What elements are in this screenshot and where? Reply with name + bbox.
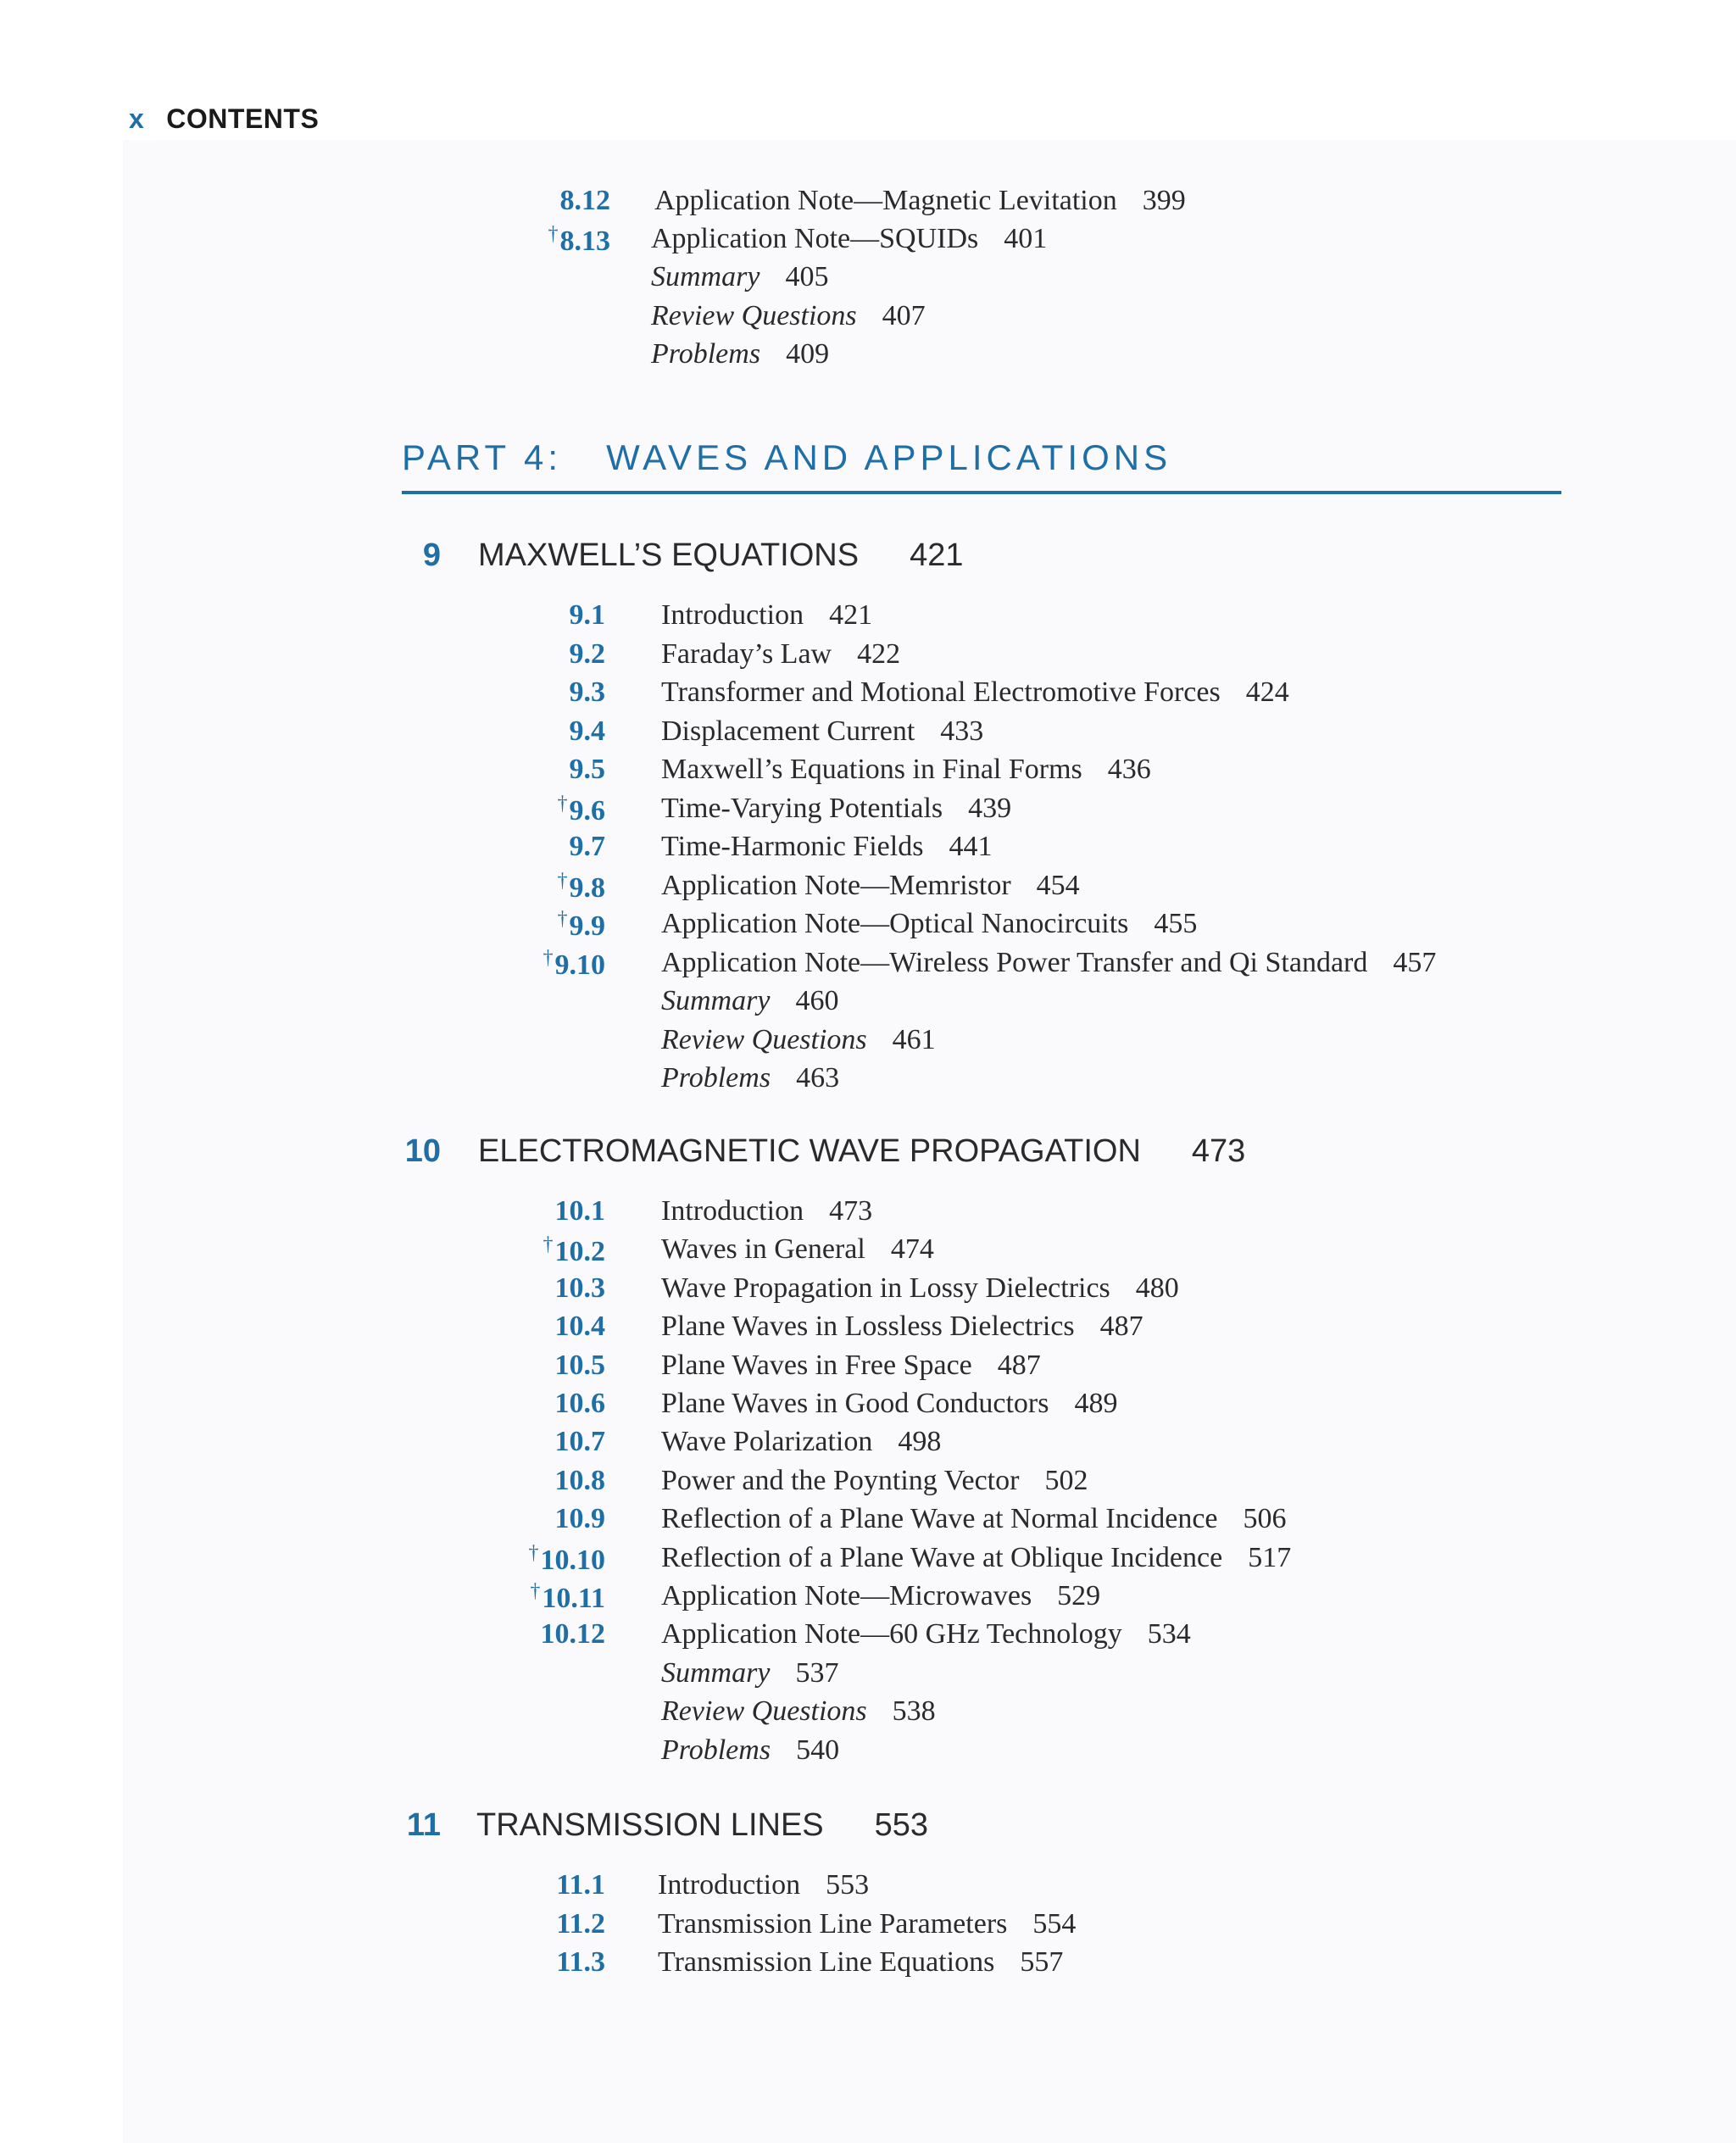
section-number: 10.7 (554, 1426, 605, 1458)
toc-review-questions[interactable]: Review Questions 538 (661, 1695, 936, 1728)
section-title: Introduction 553 (658, 1869, 870, 1901)
running-head (129, 103, 319, 135)
chapter-page: 473 (1191, 1133, 1246, 1169)
section-number: 10.3 (554, 1272, 605, 1304)
section-number: 10.5 (554, 1349, 605, 1381)
toc-problems[interactable]: Problems 409 (651, 338, 830, 370)
section-page: 421 (829, 599, 873, 631)
section-page: 441 (949, 831, 993, 862)
section-page: 529 (1057, 1580, 1101, 1611)
chapter-title: TRANSMISSION LINES 553 (476, 1807, 929, 1843)
section-title: Waves in General 474 (661, 1233, 934, 1266)
dagger-mark: † (542, 1233, 554, 1256)
dagger-mark: † (528, 1541, 539, 1564)
section-number: 10.12 (540, 1618, 605, 1650)
chapter-title: ELECTROMAGNETIC WAVE PROPAGATION 473 (478, 1133, 1246, 1169)
section-number: †10.11 (530, 1580, 605, 1614)
toc-problems[interactable]: Problems 463 (661, 1062, 840, 1094)
section-number: 9.1 (569, 599, 605, 631)
section-page: 457 (1393, 946, 1437, 978)
section-number: 11.3 (556, 1946, 605, 1978)
section-title: Displacement Current 433 (661, 715, 984, 747)
dagger-mark: † (548, 223, 559, 245)
section-page: 473 (829, 1195, 873, 1227)
dagger-mark: † (557, 908, 568, 930)
toc-review-questions[interactable]: Review Questions 407 (651, 300, 926, 331)
dagger-mark: † (557, 869, 568, 892)
section-page: 554 (1032, 1907, 1077, 1940)
section-number: 9.4 (569, 715, 605, 747)
toc-summary[interactable]: Summary 460 (661, 985, 839, 1016)
section-page: 424 (1245, 676, 1289, 708)
page-folio: x (129, 103, 145, 134)
section-page: 401 (1004, 223, 1048, 254)
chapter-number: 10 (404, 1133, 441, 1169)
section-page: 502 (1044, 1464, 1088, 1496)
dagger-mark: † (530, 1580, 541, 1602)
chapter-title: MAXWELL’S EQUATIONS 421 (478, 537, 964, 573)
section-number: 9.2 (569, 637, 605, 670)
section-page: 506 (1243, 1503, 1287, 1535)
section-number: 10.1 (554, 1195, 605, 1227)
section-title: Application Note—Optical Nanocircuits 455 (661, 908, 1198, 939)
section-title: Application Note—Wireless Power Transfer and Qi Standard 457 (661, 946, 1437, 978)
section-number: 10.8 (554, 1464, 605, 1496)
section-number: 8.12 (559, 185, 610, 216)
chapter-number: 9 (422, 537, 441, 573)
section-title: Plane Waves in Good Conductors 489 (661, 1388, 1118, 1419)
section-page: 480 (1135, 1272, 1179, 1304)
part-title: WAVES AND APPLICATIONS (606, 437, 1172, 477)
section-title: Introduction 421 (661, 599, 873, 631)
dagger-mark: † (542, 946, 554, 969)
section-page: 487 (1099, 1311, 1143, 1343)
section-title: Transformer and Motional Electromotive Forces 424 (661, 676, 1289, 708)
toc-problems[interactable]: Problems 540 (661, 1734, 840, 1766)
section-page: 517 (1248, 1541, 1292, 1573)
section-page: 399 (1142, 185, 1186, 216)
section-number: 11.1 (556, 1869, 605, 1901)
section-number: †9.6 (557, 792, 605, 827)
section-number: †10.2 (542, 1233, 605, 1268)
section-title: Faraday’s Law 422 (661, 637, 901, 670)
section-number: 9.3 (569, 676, 605, 708)
section-title: Maxwell’s Equations in Final Forms 436 (661, 754, 1151, 785)
section-title: Reflection of a Plane Wave at Oblique Incidence 517 (661, 1541, 1292, 1573)
section-page: 498 (898, 1426, 942, 1458)
section-page: 487 (997, 1349, 1041, 1381)
chapter-page: 421 (910, 537, 964, 573)
section-title: Plane Waves in Free Space 487 (661, 1349, 1041, 1381)
section-title: Transmission Line Parameters 554 (658, 1907, 1077, 1940)
section-title: Power and the Poynting Vector 502 (661, 1464, 1088, 1496)
section-number: 9.5 (569, 754, 605, 785)
section-page: 436 (1107, 754, 1151, 785)
section-number: †9.9 (557, 908, 605, 942)
section-number: 10.9 (554, 1503, 605, 1535)
running-head-label: CONTENTS (166, 103, 320, 134)
section-title: Wave Polarization 498 (661, 1426, 942, 1458)
section-title: Application Note—Microwaves 529 (661, 1580, 1101, 1611)
section-page: 439 (968, 792, 1012, 824)
section-title: Transmission Line Equations 557 (658, 1946, 1064, 1978)
toc-summary[interactable]: Summary 405 (651, 261, 829, 292)
chapter-number: 11 (406, 1807, 441, 1843)
section-title: Application Note—Magnetic Levitation 399 (654, 185, 1186, 216)
section-page: 474 (890, 1233, 934, 1266)
section-page: 422 (857, 637, 901, 670)
section-page: 553 (826, 1869, 870, 1901)
section-title: Reflection of a Plane Wave at Normal Incidence 506 (661, 1503, 1287, 1535)
section-page: 433 (940, 715, 984, 747)
section-title: Plane Waves in Lossless Dielectrics 487 (661, 1311, 1143, 1343)
dagger-mark: † (557, 792, 568, 815)
section-title: Time-Harmonic Fields 441 (661, 831, 993, 862)
section-number: 10.6 (554, 1388, 605, 1419)
section-number: 9.7 (569, 831, 605, 862)
section-page: 454 (1036, 869, 1080, 901)
section-page: 489 (1074, 1388, 1118, 1419)
part-heading (402, 437, 1171, 478)
part-label: PART 4: (402, 437, 563, 477)
section-title: Wave Propagation in Lossy Dielectrics 480 (661, 1272, 1179, 1304)
section-title: Application Note—SQUIDs 401 (651, 223, 1048, 254)
toc-summary[interactable]: Summary 537 (661, 1656, 839, 1689)
chapter-page: 553 (874, 1807, 929, 1843)
section-page: 557 (1020, 1946, 1064, 1978)
section-title: Application Note—Memristor 454 (661, 869, 1080, 901)
section-number: 10.4 (554, 1311, 605, 1343)
section-number: †10.10 (528, 1541, 605, 1576)
toc-review-questions[interactable]: Review Questions 461 (661, 1023, 936, 1055)
section-title: Introduction 473 (661, 1195, 873, 1227)
section-title: Time-Varying Potentials 439 (661, 792, 1012, 824)
section-title: Application Note—60 GHz Technology 534 (661, 1618, 1191, 1650)
section-page: 455 (1154, 908, 1198, 939)
section-number: †8.13 (548, 223, 610, 257)
section-number: †9.8 (557, 869, 605, 904)
section-number: 11.2 (556, 1907, 605, 1940)
section-page: 534 (1147, 1618, 1191, 1650)
section-number: †9.10 (542, 946, 605, 981)
part-rule (402, 491, 1561, 494)
